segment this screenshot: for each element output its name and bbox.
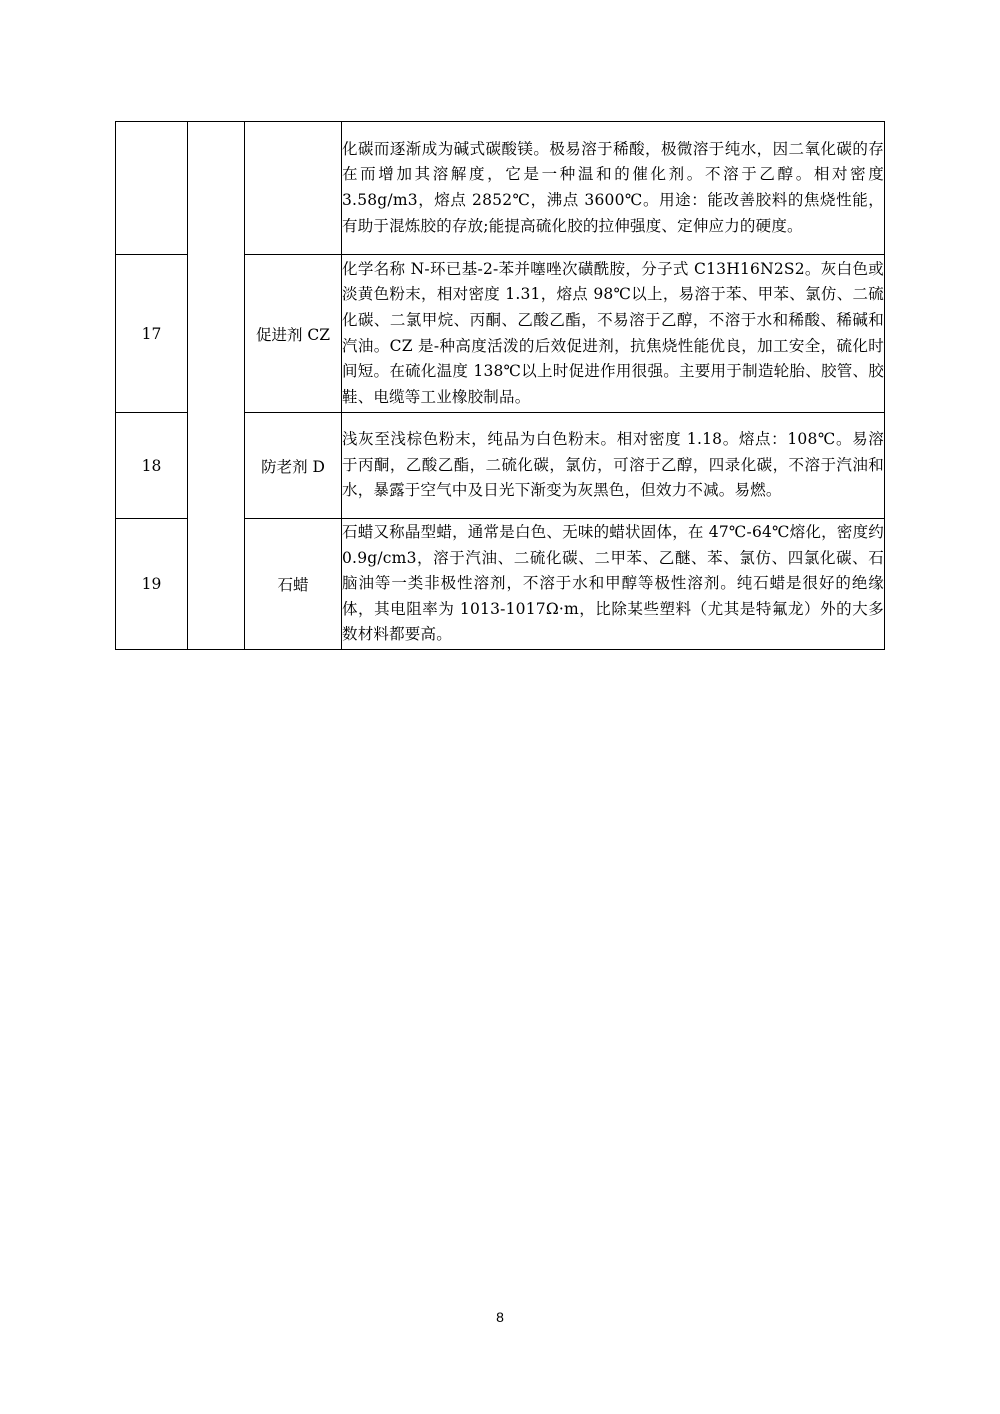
- description-cell: 化碳而逐渐成为碱式碳酸镁。极易溶于稀酸，极微溶于纯水，因二氧化碳的存在而增加其溶解度，它是一种温和的催化剂。不溶于乙醇。相对密度 3.58g/m3，熔点 2852℃，沸点 3600℃。用途：能改善胶料的焦烧性能，有助于混炼胶的存放;能提高硫化胶的拉伸强度、定伸应力的硬度。: [342, 122, 885, 255]
- row-number-cell: 19: [116, 519, 188, 650]
- material-name-cell: 促进剂 CZ: [245, 255, 342, 413]
- row-number-cell: 18: [116, 413, 188, 519]
- table-row: [116, 122, 885, 255]
- page-number: 8: [496, 1309, 504, 1325]
- category-cell: [188, 122, 245, 650]
- material-name-cell: 防老剂 D: [245, 413, 342, 519]
- row-number-cell: [116, 122, 188, 255]
- description-cell: 石蜡又称晶型蜡，通常是白色、无味的蜡状固体，在 47℃-64℃熔化，密度约 0.9g/cm3，溶于汽油、二硫化碳、二甲苯、乙醚、苯、氯仿、四氯化碳、石脑油等一类非极性溶剂，不溶于水和甲醇等极性溶剂。纯石蜡是很好的绝缘体，其电阻率为 1013-1017Ω·m，比除某些塑料（尤其是特氟龙）外的大多数材料都要高。: [342, 519, 885, 650]
- row-number-cell: 17: [116, 255, 188, 413]
- properties-table: [115, 121, 885, 650]
- material-name-cell: 石蜡: [245, 519, 342, 650]
- description-cell: 化学名称 N-环已基-2-苯并噻唑次磺酰胺，分子式 C13H16N2S2。灰白色或淡黄色粉末，相对密度 1.31，熔点 98℃以上，易溶于苯、甲苯、氯仿、二硫化碳、二氯甲烷、丙酮、乙酸乙酯，不易溶于乙醇，不溶于水和稀酸、稀碱和汽油。CZ 是-种高度活泼的后效促进剂，抗焦烧性能优良，加工安全，硫化时间短。在硫化温度 138℃以上时促进作用很强。主要用于制造轮胎、胶管、胶鞋、电缆等工业橡胶制品。: [342, 255, 885, 413]
- description-cell: 浅灰至浅棕色粉末，纯品为白色粉末。相对密度 1.18。熔点：108℃。易溶于丙酮，乙酸乙酯，二硫化碳，氯仿，可溶于乙醇，四录化碳，不溶于汽油和水，暴露于空气中及日光下渐变为灰黑色，但效力不减。易燃。: [342, 413, 885, 519]
- material-name-cell: [245, 122, 342, 255]
